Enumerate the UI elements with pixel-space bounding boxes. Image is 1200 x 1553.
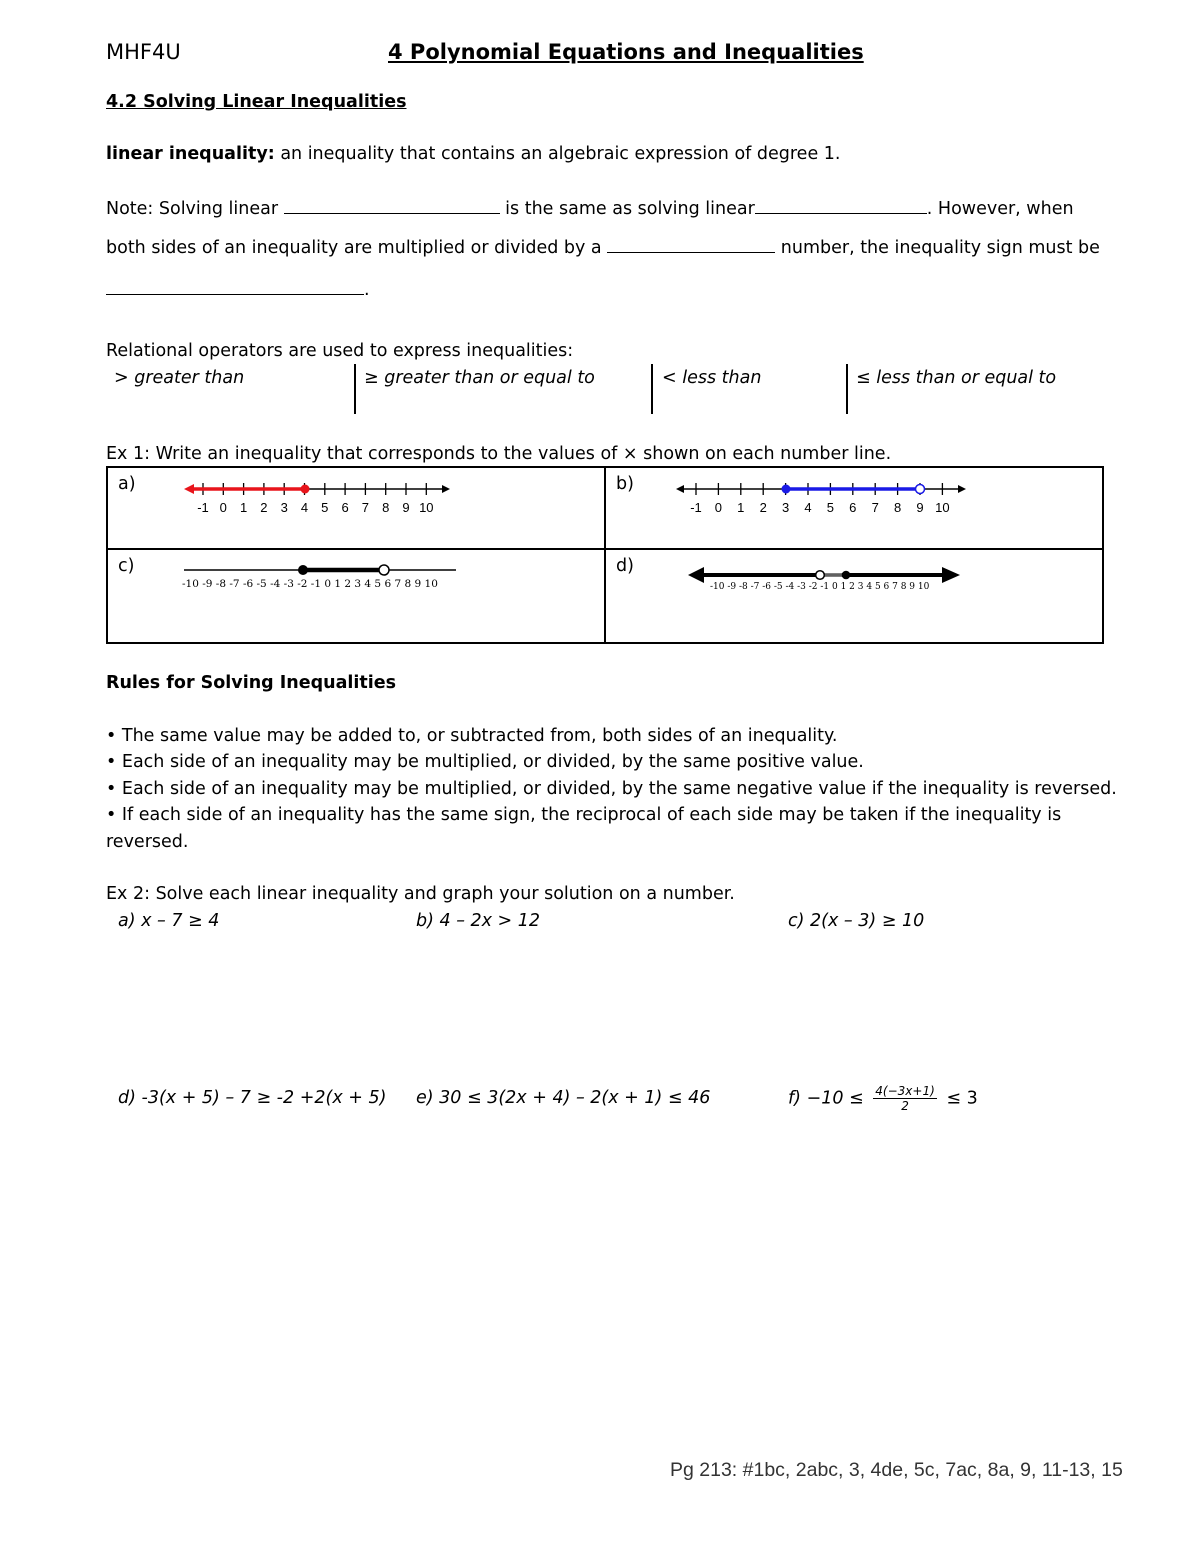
ex1-label-b: b) bbox=[616, 474, 634, 494]
tick-labels-c: -10 -9 -8 -7 -6 -5 -4 -3 -2 -1 0 1 2 3 4 5 6 7 8 9 10 bbox=[182, 578, 438, 590]
definition-term: linear inequality: bbox=[106, 144, 275, 164]
op-divider-2 bbox=[651, 364, 653, 414]
note-text-4: both sides of an inequality are multiplied or divided by a bbox=[106, 238, 608, 258]
ex2-c: c) 2(x – 3) ≥ 10 bbox=[788, 911, 925, 931]
ex1-cell-c bbox=[107, 549, 605, 643]
blank-4[interactable] bbox=[106, 279, 364, 295]
tick-label: 9 bbox=[402, 500, 410, 515]
arrow-left-icon bbox=[184, 484, 194, 494]
ex2-f-right: ≤ 3 bbox=[946, 1088, 978, 1109]
ex2-f-left: f) −10 ≤ bbox=[788, 1088, 864, 1109]
tick-label: 3 bbox=[781, 500, 790, 515]
op-divider-1 bbox=[354, 364, 356, 414]
rule-3: • Each side of an inequality may be multiplied, or divided, by the same negative value if the inequality is reversed. bbox=[106, 779, 1117, 799]
blank-3[interactable] bbox=[607, 237, 775, 253]
arrow-right-icon bbox=[958, 485, 966, 493]
arrow-right-icon bbox=[442, 485, 450, 493]
arrow-right-icon bbox=[942, 567, 960, 583]
arrow-left-icon bbox=[676, 485, 684, 493]
note-text-1: Note: Solving linear bbox=[106, 199, 284, 219]
ex2-f-fraction bbox=[873, 1084, 936, 1113]
tick-label: 9 bbox=[916, 500, 924, 515]
arrow-left-icon bbox=[688, 567, 704, 583]
rules-title: Rules for Solving Inequalities bbox=[106, 673, 397, 693]
tick-label: 5 bbox=[321, 500, 329, 515]
definition-text: an inequality that contains an algebraic expression of degree 1. bbox=[274, 144, 841, 164]
ex2-e: e) 30 ≤ 3(2x + 4) – 2(x + 1) ≤ 46 bbox=[416, 1088, 711, 1108]
ex1-cell-b bbox=[605, 467, 1103, 549]
tick-label: 7 bbox=[361, 500, 370, 515]
rule-4-cont: reversed. bbox=[106, 832, 189, 852]
note-line-1 bbox=[106, 198, 1074, 219]
note-text-5: number, the inequality sign must be bbox=[775, 238, 1100, 258]
op-greater-equal: ≥ greater than or equal to bbox=[364, 368, 595, 388]
tick-label: 8 bbox=[382, 500, 390, 515]
tick-label: 10 bbox=[935, 500, 950, 515]
closed-point-c bbox=[298, 565, 308, 575]
tick-label: 0 bbox=[714, 500, 723, 515]
blank-2[interactable] bbox=[755, 198, 927, 214]
tick-label: 6 bbox=[849, 500, 857, 515]
tick-label: 8 bbox=[893, 500, 902, 515]
rule-1: • The same value may be added to, or subtracted from, both sides of an inequality. bbox=[106, 726, 838, 746]
closed-point-b bbox=[782, 485, 791, 494]
note-text-6: . bbox=[364, 280, 370, 300]
ex2-a: a) x – 7 ≥ 4 bbox=[118, 911, 220, 931]
op-divider-3 bbox=[846, 364, 848, 414]
tick-label: 0 bbox=[219, 500, 227, 515]
note-text-2: is the same as solving linear bbox=[499, 199, 755, 219]
tick-label: 2 bbox=[260, 500, 268, 515]
unit-title: 4 Polynomial Equations and Inequalities bbox=[388, 40, 864, 64]
open-point-c bbox=[379, 565, 389, 575]
number-line-b bbox=[672, 476, 972, 520]
tick-label: 2 bbox=[759, 500, 767, 515]
ex1-label-c: c) bbox=[118, 556, 135, 576]
op-less: < less than bbox=[662, 368, 762, 388]
tick-label: 1 bbox=[239, 500, 248, 515]
homework-footer: Pg 213: #1bc, 2abc, 3, 4de, 5c, 7ac, 8a, 9, 11-13, 15 bbox=[670, 1459, 1123, 1481]
definition bbox=[106, 144, 840, 164]
tick-label: 7 bbox=[871, 500, 879, 515]
course-code: MHF4U bbox=[106, 40, 181, 64]
tick-label: -1 bbox=[690, 500, 702, 515]
tick-label: 4 bbox=[804, 500, 812, 515]
number-line-a bbox=[178, 476, 478, 520]
ex2-f bbox=[788, 1084, 978, 1113]
relational-intro: Relational operators are used to express inequalities: bbox=[106, 341, 574, 361]
tick-label: 10 bbox=[419, 500, 434, 515]
ex2-f-numerator: 4(−3x+1) bbox=[875, 1084, 935, 1098]
note-line-2 bbox=[106, 237, 1100, 258]
tick-labels-b bbox=[690, 500, 949, 515]
open-point-d bbox=[816, 571, 825, 580]
tick-labels-a bbox=[197, 500, 433, 515]
tick-labels-d: -10 -9 -8 -7 -6 -5 -4 -3 -2 -1 0 1 2 3 4 5 6 7 8 9 10 bbox=[710, 582, 930, 592]
ex1-label-d: d) bbox=[616, 556, 634, 576]
tick-label: 4 bbox=[300, 500, 309, 515]
ex2-f-denominator: 2 bbox=[901, 1099, 909, 1113]
tick-label: 6 bbox=[341, 500, 349, 515]
ex1-prompt: Ex 1: Write an inequality that corresponds to the values of × shown on each number line. bbox=[106, 444, 892, 464]
tick-label: -1 bbox=[197, 500, 209, 515]
ex1-label-a: a) bbox=[118, 474, 136, 494]
open-point-b bbox=[916, 485, 925, 494]
blank-1[interactable] bbox=[284, 198, 500, 214]
closed-point-d bbox=[842, 571, 851, 580]
section-title: 4.2 Solving Linear Inequalities bbox=[106, 92, 407, 112]
note-line-3 bbox=[106, 279, 370, 300]
rule-2: • Each side of an inequality may be multiplied, or divided, by the same positive value. bbox=[106, 752, 864, 772]
op-greater: > greater than bbox=[114, 368, 245, 388]
tick-label: 1 bbox=[737, 500, 745, 515]
ex2-b: b) 4 – 2x > 12 bbox=[416, 911, 541, 931]
rule-4: • If each side of an inequality has the same sign, the reciprocal of each side may be taken if the inequality is bbox=[106, 805, 1062, 825]
ex1-table bbox=[106, 466, 1104, 644]
closed-point-a bbox=[301, 485, 310, 494]
tick-label: 5 bbox=[826, 500, 835, 515]
tick-label: 3 bbox=[280, 500, 288, 515]
ex2-prompt: Ex 2: Solve each linear inequality and graph your solution on a number. bbox=[106, 884, 735, 904]
op-less-equal: ≤ less than or equal to bbox=[856, 368, 1057, 388]
ex2-d: d) -3(x + 5) – 7 ≥ -2 +2(x + 5) bbox=[118, 1088, 387, 1108]
ex1-cell-d bbox=[605, 549, 1103, 643]
ex1-cell-a bbox=[107, 467, 605, 549]
note-text-3: . However, when bbox=[926, 199, 1074, 219]
